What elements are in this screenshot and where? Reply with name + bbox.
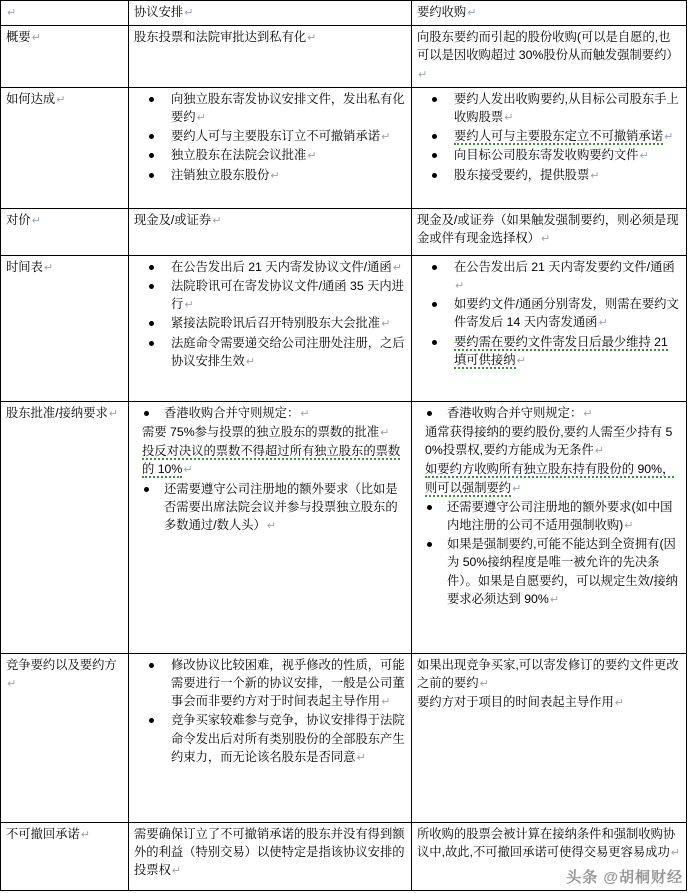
row-label-cell [1,87,129,208]
pilcrow-icon: ↵ [504,112,514,125]
pilcrow-icon: ↵ [639,150,649,163]
bullet-text: 香港收购合并守则规定： [164,405,300,420]
table-row [1,26,687,88]
row-label: 不可撤回承诺 [6,826,80,841]
pilcrow-icon: ↵ [380,427,390,440]
pilcrow-icon: ↵ [381,696,391,709]
paragraph-text: 现金及/或证券 [134,212,212,227]
list-item [134,258,407,277]
pilcrow-icon: ↵ [624,520,634,533]
bullet-text: 如果是强制要约,可能不能达到全资拥有(因为 50%接纳程度是唯一被允许的先决条件）。如果是自愿要约，可以规定生效/接纳要求必须达到 90% [447,537,678,606]
sub-paragraph [425,423,682,460]
scheme-cell [129,255,412,401]
pilcrow-icon: ↵ [7,7,17,19]
header-cell-blank [1,1,129,26]
pilcrow-icon: ↵ [516,354,526,367]
bullet-text: 要约人可与主要股东订立不可撤销承诺 [171,129,381,144]
pilcrow-icon: ↵ [594,445,604,458]
offer-cell [412,822,687,890]
bullet-text: 修改协议比较困难，视乎修改的性质，可能需要进行一个新的协议安排，一般是公司董事会而非要约方对于时间表起主导作用 [171,657,405,709]
bullet-text: 如要约文件/通函分别寄发，则需在要约文件寄发后 14 天内寄发通函 [454,297,679,330]
sub-paragraph [425,460,682,497]
header-cell-offer [412,1,687,26]
list-item [134,146,407,165]
pilcrow-icon: ↵ [670,847,680,860]
bullet-list [417,90,682,185]
paragraph-text: 如果出现竞争买家,可以寄发修订的要约文件更改之前的要约 [417,657,679,691]
row-label: 对价 [6,212,31,227]
pilcrow-icon: ↵ [245,355,256,368]
pilcrow-icon: ↵ [598,317,608,330]
list-item [134,166,407,185]
pilcrow-icon: ↵ [467,7,477,19]
pilcrow-icon: ↵ [549,593,560,606]
pilcrow-icon: ↵ [381,318,391,331]
bullet-list [134,404,407,535]
table-row [1,653,687,822]
row-label-cell [1,26,129,88]
list-item [134,314,407,333]
list-item [134,334,407,371]
scheme-cell [129,822,412,890]
row-label-cell [1,208,129,255]
bullet-text: 注销独立股东股份 [171,167,270,182]
list-item [417,295,682,332]
list-item [417,404,682,498]
paragraph-text: 股东投票和法院审批达到私有化 [134,30,307,45]
paragraph-text: 需要确保订立了不可撤销承诺的股东并没有得到额外的利益（特别交易）以使特定是指该协议安排的投票权 [134,826,405,878]
table-row [1,87,687,208]
pilcrow-icon: ↵ [540,233,551,246]
pilcrow-icon: ↵ [184,7,194,19]
offer-cell [412,255,687,401]
sub-paragraph [142,423,407,442]
bullet-text: 还需要遵守公司注册地的额外要求（比如是否需要出席法院会议并参与投票独立股东的多数通过/数人头） [164,481,398,533]
scheme-cell [129,401,412,653]
list-item [417,90,682,127]
header-cell-scheme [129,1,412,26]
offer-cell [412,26,687,88]
list-item [417,127,682,146]
watermark: 头条 @胡桐财经 [566,869,683,886]
pilcrow-icon: ↵ [196,112,206,125]
table-row [1,401,687,653]
bullet-text: 还需要遵守公司注册地的额外要求(如中国内地注册的公司不适用强制收购) [447,499,673,533]
pilcrow-icon: ↵ [56,93,66,106]
paragraph-text: 向股东要约而引起的股份收购(可以是自愿的,也可以是因收购超过 30%股份从而触发强制要约） [417,30,679,63]
table-row [1,822,687,890]
bullet-text: 股东接受要约，提供股票 [454,167,590,182]
pilcrow-icon: ↵ [300,407,310,420]
sub-text: 如要约方收购所有独立股东持有股份的 90%，则可以强制要约 [425,462,675,495]
bullet-text: 法院聆讯可在寄发协议文件/通函 35 天内进行 [171,279,404,312]
bullet-text: 香港收购合并守则规定： [447,405,583,420]
bullet-list [417,404,682,609]
pilcrow-icon: ↵ [212,214,222,227]
paragraph-text: 现金及/或证券（如果触发强制要约，则必须是现金或伴有现金选择权） [417,212,679,246]
row-label: 时间表 [6,259,43,274]
sub-paragraph [142,442,407,479]
pilcrow-icon: ↵ [31,214,41,227]
row-label-cell [1,255,129,401]
pilcrow-icon: ↵ [270,169,280,182]
pilcrow-icon: ↵ [664,131,674,144]
pilcrow-icon: ↵ [266,520,277,533]
scheme-cell [129,653,412,822]
list-item [134,711,407,767]
list-item [417,333,682,370]
header-scheme-label: 协议安排 [134,5,184,19]
list-item [134,480,407,536]
pilcrow-icon: ↵ [614,697,624,710]
bullet-text: 法庭命令需要递交给公司注册处注册，之后协议安排生效 [171,335,405,368]
paragraph-text: 要约方对于项目的时间表起主导作用 [417,695,614,710]
list-item [134,656,407,712]
row-label: 竞争要约以及要约方 [6,657,117,672]
pilcrow-icon: ↵ [479,678,489,691]
bullet-text: 在公告发出后 21 天内寄发协议文件/通函 [171,259,392,274]
pilcrow-icon: ↵ [307,150,317,163]
list-item [417,498,682,535]
bullet-text: 要约需在要约文件寄发日后最少维持 21 填可供接纳 [454,334,668,367]
pilcrow-icon: ↵ [108,407,119,420]
sub-text: 投反对决议的票数不得超过所有独立股东的票数的 10% [142,444,401,477]
bullet-list [134,90,407,185]
offer-cell [412,653,687,822]
list-item [417,146,682,165]
pilcrow-icon: ↵ [512,482,522,495]
row-label-cell [1,653,129,822]
scheme-cell [129,26,412,88]
row-label: 股东批准/接纳要求 [6,405,108,420]
list-item [417,166,682,185]
offer-cell [412,208,687,255]
pilcrow-icon: ↵ [7,678,17,691]
sub-text: 通常获得接纳的要约股份,要约人需至少持有 50%投票权,要约方能成为无条件 [425,425,673,458]
bullet-text: 紧接法院聆讯后召开特别股东大会批准 [171,316,381,331]
pilcrow-icon: ↵ [183,464,193,477]
bullet-text: 要约人发出收购要约,从目标公司股东手上收购股票 [454,91,679,125]
bullet-list [134,656,407,767]
sub-text: 需要 75%参与投票的独立股东的票数的批准 [142,425,380,440]
pilcrow-icon: ↵ [455,280,465,293]
offer-cell [412,87,687,208]
pilcrow-icon: ↵ [356,751,366,764]
header-offer-label: 要约收购 [417,5,467,19]
bullet-text: 向目标公司股东寄发收购要约文件 [454,148,639,163]
table-header-row [1,1,687,26]
bullet-text: 要约人可与主要股东定立不可撤销承诺 [454,129,664,144]
pilcrow-icon: ↵ [184,299,194,312]
list-item [134,404,407,480]
row-label-cell [1,822,129,890]
pilcrow-icon: ↵ [418,68,428,81]
pilcrow-icon: ↵ [31,32,41,45]
bullet-text: 独立股东在法院会议批准 [171,148,307,163]
bullet-text: 向独立股东寄发协议安排文件，发出私有化要约 [171,91,405,125]
pilcrow-icon: ↵ [80,828,91,841]
pilcrow-icon: ↵ [590,169,600,182]
bullet-text: 在公告发出后 21 天内寄发要约文件/通函 [454,259,675,274]
row-label: 概要 [6,30,31,45]
list-item [134,277,407,314]
offer-cell [412,401,687,653]
list-item [134,90,407,127]
bullet-list [134,258,407,371]
pilcrow-icon: ↵ [171,865,182,878]
pilcrow-icon: ↵ [381,131,391,144]
scheme-cell [129,208,412,255]
table-row [1,208,687,255]
list-item [417,258,682,295]
paragraph-text: 所收购的股票会被计算在接纳条件和强制收购协议中,故此,不可撤回承诺可使得交易更容易成功 [417,826,676,860]
pilcrow-icon: ↵ [307,32,317,45]
list-item [417,535,682,609]
table-row [1,255,687,401]
bullet-text: 竞争买家较难参与竞争，协议安排得于法院命令发出后对所有类别股份的全部股东产生约束力，而无论该名股东是否同意 [171,713,405,764]
row-label: 如何达成 [6,91,56,106]
row-label-cell [1,401,129,653]
pilcrow-icon: ↵ [583,407,593,420]
pilcrow-icon: ↵ [392,261,402,274]
list-item [134,127,407,146]
pilcrow-icon: ↵ [43,261,54,274]
bullet-list [417,258,682,370]
scheme-cell [129,87,412,208]
